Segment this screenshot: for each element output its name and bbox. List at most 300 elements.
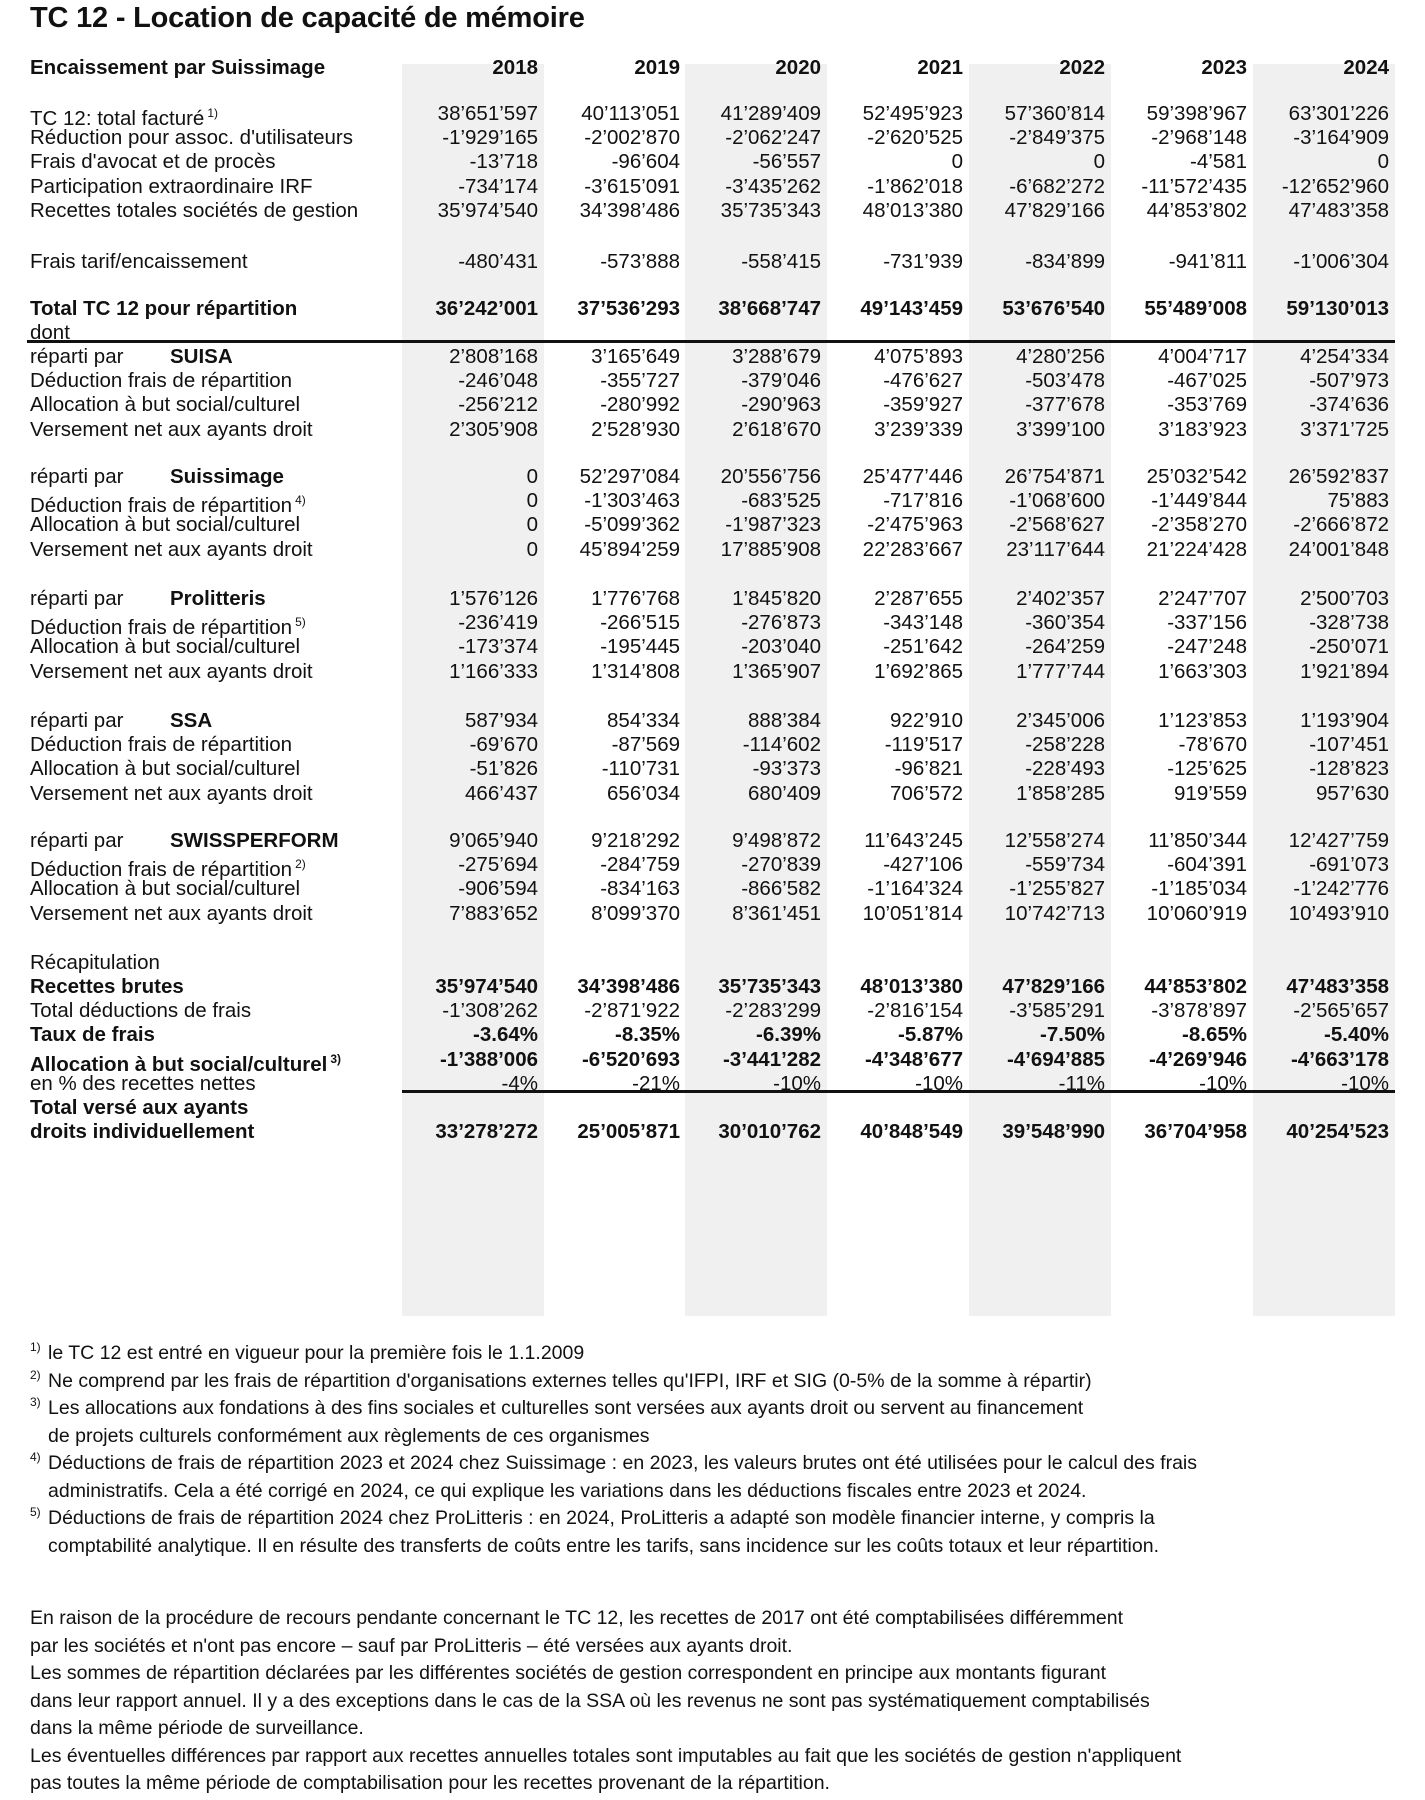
cell-2020: 30’010’762 bbox=[718, 1120, 821, 1143]
cell-2019: -284’759 bbox=[600, 853, 680, 877]
cell-2018: 0 bbox=[526, 465, 538, 488]
recap-row bbox=[0, 997, 1425, 1024]
row-label bbox=[30, 173, 313, 200]
cell-2019: 2019 bbox=[634, 56, 680, 79]
cell-2020: -3’441’282 bbox=[722, 1047, 821, 1071]
row-label bbox=[30, 319, 70, 346]
cell-2022: -1’068’600 bbox=[1009, 489, 1105, 513]
row-label-text: réparti par bbox=[30, 587, 124, 610]
society-row-suisa bbox=[0, 343, 1425, 370]
cell-2023: -247’248 bbox=[1167, 635, 1247, 659]
cell-2018: -1’308’262 bbox=[442, 999, 538, 1023]
encaissement-row bbox=[0, 197, 1425, 224]
row-label-text: Versement net aux ayants droit bbox=[30, 659, 313, 683]
row-label bbox=[30, 1021, 155, 1048]
cell-2023: -2’358’270 bbox=[1151, 513, 1247, 537]
footnote-line: administratifs. Cela a été corrigé en 2024, ce qui explique les variations dans les déductions fiscales entre 2023 et 2024. bbox=[48, 1479, 1087, 1502]
cell-2024: 26’592’837 bbox=[1288, 465, 1389, 488]
cell-2018: 7’883’652 bbox=[449, 901, 538, 925]
total-repartition-row bbox=[0, 295, 1425, 322]
cell-2022: 2’345’006 bbox=[1016, 709, 1105, 732]
footnote-ref: 2) bbox=[295, 857, 306, 872]
cell-2022: -377’678 bbox=[1025, 393, 1105, 417]
cell-2019: -1’303’463 bbox=[584, 489, 680, 513]
cell-2020: 20’556’756 bbox=[720, 465, 821, 488]
row-label-text: droits individuellement bbox=[30, 1120, 255, 1143]
society-detail-row bbox=[0, 487, 1425, 518]
society-name: SSA bbox=[170, 709, 213, 732]
cell-2019: 8’099’370 bbox=[591, 901, 680, 925]
cell-2020: -379’046 bbox=[741, 369, 821, 393]
cell-2024: 12’427’759 bbox=[1288, 829, 1389, 852]
cell-2022: -7.50% bbox=[1040, 1023, 1105, 1047]
society-detail-row bbox=[0, 633, 1425, 660]
cell-2023: 2’247’707 bbox=[1158, 587, 1247, 610]
page-title: TC 12 - Location de capacité de mémoire bbox=[30, 2, 585, 34]
cell-2019: 37’536’293 bbox=[577, 297, 680, 320]
cell-2020: -2’062’247 bbox=[725, 126, 821, 150]
row-label-text: Versement net aux ayants droit bbox=[30, 901, 313, 925]
society-detail-row bbox=[0, 780, 1425, 807]
row-label bbox=[30, 54, 325, 81]
cell-2019: -5’099’362 bbox=[584, 513, 680, 537]
row-label bbox=[30, 511, 300, 538]
cell-2024: -4’663’178 bbox=[1290, 1047, 1389, 1071]
cell-2021: -96’821 bbox=[894, 757, 963, 781]
cell-2024: 10’493’910 bbox=[1288, 901, 1389, 925]
cell-2019: 2’528’930 bbox=[591, 417, 680, 441]
footnotes bbox=[30, 1340, 1400, 1560]
cell-2022: -4’694’885 bbox=[1006, 1047, 1105, 1071]
row-label-text: dont bbox=[30, 321, 70, 344]
footnote-number: 4) bbox=[30, 1450, 41, 1464]
cell-2023: -4’269’946 bbox=[1148, 1047, 1247, 1071]
cell-2024: -2’666’872 bbox=[1293, 513, 1389, 537]
cell-2024: -2’565’657 bbox=[1293, 999, 1389, 1023]
cell-2020: -93’373 bbox=[752, 757, 821, 781]
cell-2018: -51’826 bbox=[469, 757, 538, 781]
row-label-text: TC 12: total facturé bbox=[30, 107, 205, 130]
paragraph-line: En raison de la procédure de recours pendante concernant le TC 12, les recettes de 2017 ont été comptabilisées différemment bbox=[30, 1607, 1124, 1629]
cell-2022: 39’548’990 bbox=[1002, 1120, 1105, 1143]
cell-2020: 3’288’679 bbox=[732, 345, 821, 368]
cell-2018: 9’065’940 bbox=[449, 829, 538, 852]
cell-2020: 8’361’451 bbox=[732, 901, 821, 925]
cell-2019: -2’002’870 bbox=[584, 126, 680, 150]
cell-2020: -10% bbox=[773, 1071, 821, 1095]
cell-2022: 47’829’166 bbox=[1002, 975, 1105, 998]
cell-2018: 2’305’908 bbox=[449, 417, 538, 441]
row-label bbox=[30, 997, 251, 1024]
cell-2018: 38’651’597 bbox=[437, 102, 538, 125]
footnote-ref: 4) bbox=[295, 493, 306, 508]
cell-2020: -2’283’299 bbox=[725, 999, 821, 1023]
cell-2023: 55’489’008 bbox=[1144, 297, 1247, 320]
encaissement-row bbox=[0, 173, 1425, 200]
cell-2024: -5.40% bbox=[1324, 1023, 1389, 1047]
cell-2021: 2021 bbox=[917, 56, 963, 79]
footnote bbox=[30, 1450, 1400, 1505]
footnote-number: 1) bbox=[30, 1340, 41, 1354]
footnote-line: Déductions de frais de répartition 2023 et 2024 chez Suissimage : en 2023, les valeurs brutes ont été utilisées pour le calcul des frais bbox=[48, 1452, 1197, 1474]
cell-2020: 35’735’343 bbox=[718, 975, 821, 998]
cell-2024: -507’973 bbox=[1309, 369, 1389, 393]
paragraph-line: pas toutes la même période de comptabilisation pour les recettes provenant de la répartition. bbox=[30, 1772, 830, 1794]
cell-2020: 9’498’872 bbox=[732, 829, 821, 852]
row-label bbox=[30, 827, 339, 854]
cell-2022: 0 bbox=[1093, 150, 1105, 174]
society-name: Suissimage bbox=[170, 465, 284, 488]
row-label bbox=[30, 343, 233, 370]
cell-2020: 41’289’409 bbox=[720, 102, 821, 125]
cell-2021: -476’627 bbox=[883, 369, 963, 393]
footnote-line: comptabilité analytique. Il en résulte des transferts de coûts entre les tarifs, sans incidence sur les coûts totaux et leur répartition. bbox=[48, 1534, 1159, 1557]
cell-2018: 466’437 bbox=[465, 781, 538, 805]
cell-2023: 11’850’344 bbox=[1148, 829, 1247, 852]
cell-2023: -8.65% bbox=[1182, 1023, 1247, 1047]
row-label bbox=[30, 391, 300, 418]
cell-2024: -12’652’960 bbox=[1281, 174, 1389, 198]
row-label-text: Allocation à but social/culturel bbox=[30, 635, 301, 659]
cell-2018: 33’278’272 bbox=[435, 1120, 538, 1143]
cell-2022: 3’399’100 bbox=[1016, 417, 1105, 441]
recap-row bbox=[0, 1070, 1425, 1097]
cell-2020: -683’525 bbox=[741, 489, 821, 513]
cell-2023: 36’704’958 bbox=[1144, 1120, 1247, 1143]
cell-2023: 919’559 bbox=[1174, 781, 1247, 805]
cell-2021: -427’106 bbox=[883, 853, 963, 877]
footnote bbox=[30, 1340, 1400, 1368]
cell-2023: 4’004’717 bbox=[1158, 345, 1247, 368]
cell-2023: -1’449’844 bbox=[1151, 489, 1247, 513]
cell-2019: 1’314’808 bbox=[591, 659, 680, 683]
society-detail-row bbox=[0, 416, 1425, 443]
header-row bbox=[0, 54, 1425, 81]
cell-2023: 2023 bbox=[1201, 56, 1247, 79]
cell-2018: -173’374 bbox=[458, 635, 538, 659]
cell-2023: -604’391 bbox=[1167, 853, 1247, 877]
cell-2024: 75’883 bbox=[1327, 489, 1389, 513]
cell-2023: -1’185’034 bbox=[1151, 877, 1247, 901]
cell-2019: -195’445 bbox=[600, 635, 680, 659]
row-label bbox=[30, 1094, 248, 1121]
cell-2022: -2’568’627 bbox=[1009, 513, 1105, 537]
row-label-text: réparti par bbox=[30, 709, 124, 732]
cell-2023: -337’156 bbox=[1167, 611, 1247, 635]
society-detail-row bbox=[0, 609, 1425, 640]
cell-2019: 34’398’486 bbox=[577, 975, 680, 998]
paragraph-line: dans leur rapport annuel. Il y a des exceptions dans le cas de la SSA où les revenus ne sont pas systématiquement comptabilisés bbox=[30, 1689, 1150, 1712]
cell-2022: -258’228 bbox=[1025, 733, 1105, 757]
cell-2021: -1’164’324 bbox=[867, 877, 963, 901]
cell-2021: -717’816 bbox=[883, 489, 963, 513]
cell-2021: 25’477’446 bbox=[862, 465, 963, 488]
cell-2019: -110’731 bbox=[601, 757, 680, 781]
explanatory-paragraphs bbox=[30, 1605, 1400, 1798]
footnote-number: 3) bbox=[30, 1395, 41, 1409]
cell-2021: -4’348’677 bbox=[864, 1047, 963, 1071]
recap-row bbox=[0, 973, 1425, 1000]
cell-2021: -731’939 bbox=[883, 250, 963, 273]
cell-2023: -78’670 bbox=[1178, 733, 1247, 757]
cell-2021: -343’148 bbox=[883, 611, 963, 635]
society-detail-row bbox=[0, 755, 1425, 782]
cell-2020: 888’384 bbox=[748, 709, 821, 732]
society-name: SWISSPERFORM bbox=[170, 829, 339, 852]
cell-2022: 12’558’274 bbox=[1004, 829, 1105, 852]
row-label bbox=[30, 536, 313, 563]
cell-2019: 3’165’649 bbox=[591, 345, 680, 368]
cell-2021: 11’643’245 bbox=[864, 829, 963, 852]
cell-2022: 2’402’357 bbox=[1016, 587, 1105, 610]
cell-2021: 40’848’549 bbox=[860, 1120, 963, 1143]
cell-2023: -3’878’897 bbox=[1151, 999, 1247, 1023]
cell-2023: -10% bbox=[1199, 1071, 1247, 1095]
cell-2018: 35’974’540 bbox=[435, 975, 538, 998]
cell-2020: 1’845’820 bbox=[732, 587, 821, 610]
cell-2020: -56’557 bbox=[752, 150, 821, 174]
cell-2021: -5.87% bbox=[898, 1023, 963, 1047]
footnote-ref: 3) bbox=[330, 1051, 341, 1066]
cell-2018: -256’212 bbox=[458, 393, 538, 417]
cell-2021: 49’143’459 bbox=[860, 297, 963, 320]
cell-2023: 44’853’802 bbox=[1144, 975, 1247, 998]
row-label bbox=[30, 585, 266, 612]
cell-2023: -467’025 bbox=[1167, 369, 1247, 393]
row-label-text: réparti par bbox=[30, 829, 124, 852]
cell-2021: 3’239’339 bbox=[874, 417, 963, 441]
row-label-text: en % des recettes nettes bbox=[30, 1071, 256, 1095]
society-detail-row bbox=[0, 511, 1425, 538]
paragraph-line: par les sociétés et n'ont pas encore – sauf par ProLitteris – été versées aux ayants droit. bbox=[30, 1634, 793, 1657]
cell-2023: 3’183’923 bbox=[1158, 417, 1247, 441]
footnote-line: Ne comprend par les frais de répartition d'organisations externes telles qu'IFPI, IRF et SIG (0-5% de la somme à répartir) bbox=[48, 1369, 1092, 1392]
row-label bbox=[30, 295, 297, 322]
society-detail-row bbox=[0, 367, 1425, 394]
row-label-text: Déduction frais de répartition bbox=[30, 858, 293, 882]
cell-2019: 52’297’084 bbox=[579, 465, 680, 488]
cell-2023: 59’398’967 bbox=[1146, 102, 1247, 125]
footnote-number: 5) bbox=[30, 1505, 41, 1519]
cell-2020: 35’735’343 bbox=[720, 198, 821, 222]
cell-2022: -1’255’827 bbox=[1009, 877, 1105, 901]
cell-2023: 1’123’853 bbox=[1158, 709, 1247, 732]
society-detail-row bbox=[0, 536, 1425, 563]
cell-2018: -13’718 bbox=[469, 150, 538, 174]
row-label bbox=[30, 707, 213, 734]
cell-2018: 2018 bbox=[492, 56, 538, 79]
cell-2024: -250’071 bbox=[1309, 635, 1389, 659]
row-label-text: Réduction pour assoc. d'utilisateurs bbox=[30, 126, 353, 150]
row-label-text: Allocation à but social/culturel bbox=[30, 1052, 328, 1076]
cell-2019: -355’727 bbox=[600, 369, 680, 393]
cell-2018: 2’808’168 bbox=[449, 345, 538, 368]
society-row-ssa bbox=[0, 707, 1425, 734]
cell-2023: -941’811 bbox=[1168, 250, 1247, 273]
cell-2021: -1’862’018 bbox=[867, 174, 963, 198]
cell-2019: 1’776’768 bbox=[591, 587, 680, 610]
cell-2024: 59’130’013 bbox=[1286, 297, 1389, 320]
cell-2024: 40’254’523 bbox=[1286, 1120, 1389, 1143]
footnote bbox=[30, 1368, 1400, 1396]
recap-total-label-row bbox=[0, 1094, 1425, 1121]
row-label-text: Encaissement par Suissimage bbox=[30, 56, 326, 79]
footnote-number: 2) bbox=[30, 1367, 41, 1382]
cell-2018: -275’694 bbox=[458, 853, 538, 877]
row-label bbox=[30, 780, 313, 807]
cell-2020: 680’409 bbox=[748, 781, 821, 805]
cell-2024: -691’073 bbox=[1309, 853, 1389, 877]
encaissement-row bbox=[0, 100, 1425, 130]
cell-2018: -734’174 bbox=[458, 174, 538, 198]
cell-2023: 10’060’919 bbox=[1146, 901, 1247, 925]
row-label-text: Versement net aux ayants droit bbox=[30, 417, 313, 441]
cell-2021: 48’013’380 bbox=[862, 198, 963, 222]
society-name: Prolitteris bbox=[170, 587, 266, 610]
society-detail-row bbox=[0, 851, 1425, 882]
row-label-text: Frais d'avocat et de procès bbox=[30, 150, 276, 174]
cell-2019: -6’520’693 bbox=[581, 1047, 680, 1071]
row-label bbox=[30, 755, 300, 782]
cell-2022: -6’682’272 bbox=[1009, 174, 1105, 198]
cell-2022: -503’478 bbox=[1025, 369, 1105, 393]
cell-2021: -119’517 bbox=[884, 733, 963, 757]
row-label bbox=[30, 124, 353, 151]
row-label-text: Frais tarif/encaissement bbox=[30, 250, 248, 273]
cell-2021: 922’910 bbox=[890, 709, 963, 732]
paragraph-line: Les sommes de répartition déclarées par les différentes sociétés de gestion correspondent en principe aux montants figurant bbox=[30, 1662, 1107, 1684]
cell-2022: 2022 bbox=[1059, 56, 1105, 79]
row-label-text: Versement net aux ayants droit bbox=[30, 781, 313, 805]
cell-2020: -114’602 bbox=[742, 733, 821, 757]
row-label-text: Taux de frais bbox=[30, 1023, 155, 1047]
cell-2024: -328’738 bbox=[1309, 611, 1389, 635]
row-label-text: Déduction frais de répartition bbox=[30, 369, 293, 393]
cell-2024: 2024 bbox=[1343, 56, 1389, 79]
row-label bbox=[30, 367, 292, 394]
cell-2019: 656’034 bbox=[607, 781, 680, 805]
row-label-text: Recettes brutes bbox=[30, 975, 184, 998]
cell-2022: 57’360’814 bbox=[1004, 102, 1105, 125]
cell-2018: 1’576’126 bbox=[449, 587, 538, 610]
cell-2019: 9’218’292 bbox=[591, 829, 680, 852]
cell-2018: -906’594 bbox=[458, 877, 538, 901]
cell-2021: 22’283’667 bbox=[862, 537, 963, 561]
cell-2019: -266’515 bbox=[600, 611, 680, 635]
cell-2020: 1’365’907 bbox=[732, 659, 821, 683]
row-label-text: Total TC 12 pour répartition bbox=[30, 297, 298, 320]
cell-2019: -96’604 bbox=[611, 150, 680, 174]
cell-2021: 0 bbox=[951, 150, 963, 174]
cell-2020: -866’582 bbox=[741, 877, 821, 901]
row-label-text: Versement net aux ayants droit bbox=[30, 537, 313, 561]
cell-2024: -3’164’909 bbox=[1293, 126, 1389, 150]
cell-2021: -2’816’154 bbox=[867, 999, 963, 1023]
cell-2024: 957’630 bbox=[1316, 781, 1389, 805]
recap-row bbox=[0, 1046, 1425, 1076]
row-label-text: Allocation à but social/culturel bbox=[30, 393, 301, 417]
cell-2021: -2’620’525 bbox=[867, 126, 963, 150]
cell-2020: 2’618’670 bbox=[732, 417, 821, 441]
cell-2023: -2’968’148 bbox=[1151, 126, 1247, 150]
row-label bbox=[30, 463, 284, 490]
cell-2019: -573’888 bbox=[600, 250, 680, 273]
cell-2021: 48’013’380 bbox=[860, 975, 963, 998]
cell-2022: -559’734 bbox=[1025, 853, 1105, 877]
cell-2024: -128’823 bbox=[1309, 757, 1389, 781]
paragraph-line: dans la même période de surveillance. bbox=[30, 1717, 364, 1739]
cell-2018: 587’934 bbox=[465, 709, 538, 732]
row-label bbox=[30, 148, 275, 175]
cell-2018: -1’929’165 bbox=[442, 126, 538, 150]
cell-2022: 10’742’713 bbox=[1004, 901, 1105, 925]
row-label-text: réparti par bbox=[30, 465, 124, 488]
encaissement-row bbox=[0, 148, 1425, 175]
row-label-text: Allocation à but social/culturel bbox=[30, 513, 301, 537]
footnote-line: Les allocations aux fondations à des fins sociales et culturelles sont versées aux ayants droit ou servent au financement bbox=[48, 1397, 1084, 1419]
recap-total-row bbox=[0, 1118, 1425, 1145]
cell-2021: 52’495’923 bbox=[862, 102, 963, 125]
cell-2023: -11’572’435 bbox=[1141, 174, 1247, 198]
cell-2024: 0 bbox=[1377, 150, 1389, 174]
row-label-text: Participation extraordinaire IRF bbox=[30, 174, 313, 198]
cell-2024: 4’254’334 bbox=[1300, 345, 1389, 368]
cell-2018: -4% bbox=[501, 1071, 538, 1095]
cell-2021: 4’075’893 bbox=[874, 345, 963, 368]
cell-2018: 0 bbox=[526, 537, 538, 561]
cell-2021: 706’572 bbox=[890, 781, 963, 805]
cell-2022: -11% bbox=[1058, 1071, 1105, 1095]
cell-2024: 47’483’358 bbox=[1286, 975, 1389, 998]
cell-2019: -834’163 bbox=[600, 877, 680, 901]
cell-2024: 24’001’848 bbox=[1288, 537, 1389, 561]
dont-row bbox=[0, 319, 1425, 346]
society-detail-row bbox=[0, 658, 1425, 685]
row-label-text: Total versé aux ayants bbox=[30, 1096, 249, 1119]
cell-2023: 1’663’303 bbox=[1158, 659, 1247, 683]
cell-2019: -3’615’091 bbox=[584, 174, 680, 198]
cell-2021: -359’927 bbox=[883, 393, 963, 417]
cell-2021: -251’642 bbox=[883, 635, 963, 659]
cell-2024: -374’636 bbox=[1309, 393, 1389, 417]
footnote-line: de projets culturels conformément aux règlements de ces organismes bbox=[48, 1424, 650, 1447]
cell-2019: 40’113’051 bbox=[581, 102, 680, 125]
cell-2019: -87’569 bbox=[611, 733, 680, 757]
cell-2018: -1’388’006 bbox=[439, 1047, 538, 1071]
cell-2021: -2’475’963 bbox=[867, 513, 963, 537]
cell-2022: 1’777’744 bbox=[1016, 659, 1105, 683]
row-label-text: Récapitulation bbox=[30, 951, 160, 974]
cell-2018: 0 bbox=[526, 513, 538, 537]
cell-2022: 4’280’256 bbox=[1016, 345, 1105, 368]
cell-2023: -125’625 bbox=[1167, 757, 1247, 781]
cell-2020: 2020 bbox=[775, 56, 821, 79]
row-label-text: réparti par bbox=[30, 345, 124, 368]
cell-2020: -558’415 bbox=[741, 250, 821, 273]
row-label-text: Allocation à but social/culturel bbox=[30, 877, 301, 901]
footnote bbox=[30, 1505, 1400, 1560]
row-label-text: Déduction frais de répartition bbox=[30, 616, 293, 640]
recap-heading-row bbox=[0, 949, 1425, 976]
cell-2021: 1’692’865 bbox=[874, 659, 963, 683]
society-row-prolitteris bbox=[0, 585, 1425, 612]
cell-2019: -280’992 bbox=[600, 393, 680, 417]
cell-2021: 10’051’814 bbox=[862, 901, 963, 925]
cell-2022: -228’493 bbox=[1025, 757, 1105, 781]
footnote-line: le TC 12 est entré en vigueur pour la première fois le 1.1.2009 bbox=[48, 1342, 585, 1364]
cell-2024: 3’371’725 bbox=[1300, 417, 1389, 441]
cell-2019: 25’005’871 bbox=[577, 1120, 680, 1143]
